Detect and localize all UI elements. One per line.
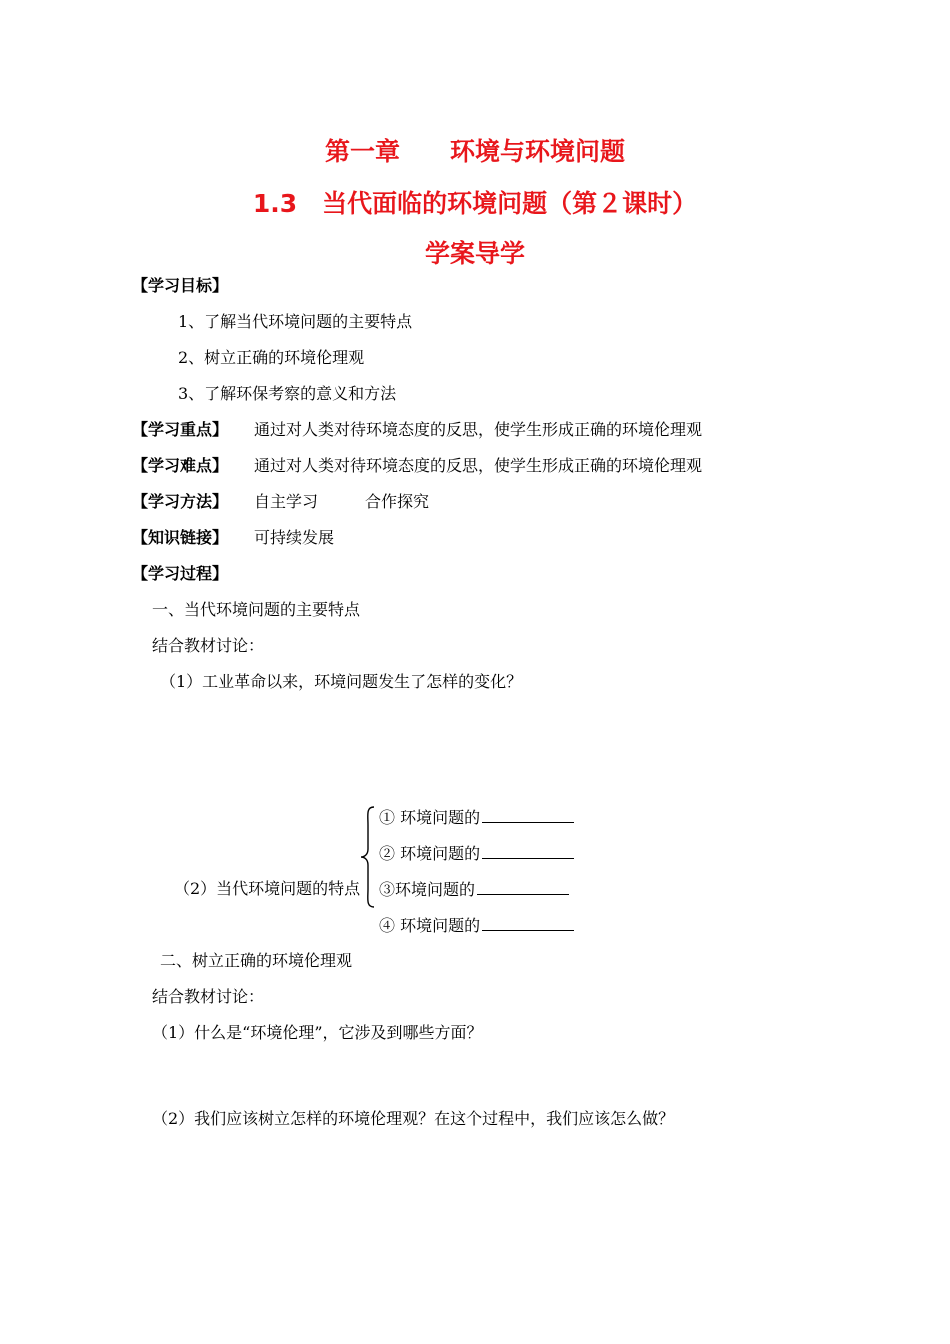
part2-discuss: 结合教材讨论： — [152, 987, 265, 1006]
objective-item: 1、了解当代环境问题的主要特点 — [178, 312, 413, 331]
part2-question-1: （1）什么是“环境伦理”，它涉及到哪些方面？ — [152, 1023, 483, 1042]
blank-line[interactable] — [477, 878, 569, 895]
subtitle: 学案导学 — [424, 239, 525, 268]
curly-brace-icon — [360, 805, 376, 909]
feature-item-1 — [379, 806, 574, 829]
key-points-heading: 【学习重点】 — [132, 420, 229, 439]
difficulties-text: 通过对人类对待环境态度的反思，使学生形成正确的环境伦理观 — [254, 456, 703, 475]
part1-question-1: （1）工业革命以来，环境问题发生了怎样的变化？ — [160, 672, 523, 691]
blank-line[interactable] — [482, 806, 574, 823]
part1-question-2-label: （2）当代环境问题的特点 — [174, 879, 361, 898]
feature-item-label: ④ 环境问题的 — [379, 916, 481, 935]
objective-item: 3、了解环保考察的意义和方法 — [178, 384, 397, 403]
method-self-study: 自主学习 — [254, 492, 319, 511]
key-points-text: 通过对人类对待环境态度的反思，使学生形成正确的环境伦理观 — [254, 420, 703, 439]
feature-item-label: ③环境问题的 — [379, 880, 476, 899]
part2-title: 二、树立正确的环境伦理观 — [160, 951, 353, 970]
feature-item-4 — [379, 914, 574, 937]
links-heading: 【知识链接】 — [132, 528, 229, 547]
feature-item-label: ② 环境问题的 — [379, 844, 481, 863]
feature-item-3 — [379, 878, 569, 901]
objective-item: 2、树立正确的环境伦理观 — [178, 348, 365, 367]
objectives-heading: 【学习目标】 — [132, 276, 229, 295]
part1-discuss: 结合教材讨论： — [152, 636, 265, 655]
chapter-title: 第一章 环境与环境问题 — [324, 137, 625, 166]
blank-line[interactable] — [482, 914, 574, 931]
feature-item-2 — [379, 842, 574, 865]
feature-item-label: ① 环境问题的 — [379, 808, 481, 827]
difficulties-heading: 【学习难点】 — [132, 456, 229, 475]
methods-heading: 【学习方法】 — [132, 492, 229, 511]
part1-title: 一、当代环境问题的主要特点 — [152, 600, 361, 619]
part2-question-2: （2）我们应该树立怎样的环境伦理观？在这个过程中，我们应该怎么做？ — [152, 1109, 675, 1128]
process-heading: 【学习过程】 — [132, 564, 229, 583]
links-text: 可持续发展 — [254, 528, 335, 547]
section-title: 1.3 当代面临的环境问题（第２课时） — [252, 189, 698, 218]
blank-line[interactable] — [482, 842, 574, 859]
method-cooperation: 合作探究 — [365, 492, 430, 511]
